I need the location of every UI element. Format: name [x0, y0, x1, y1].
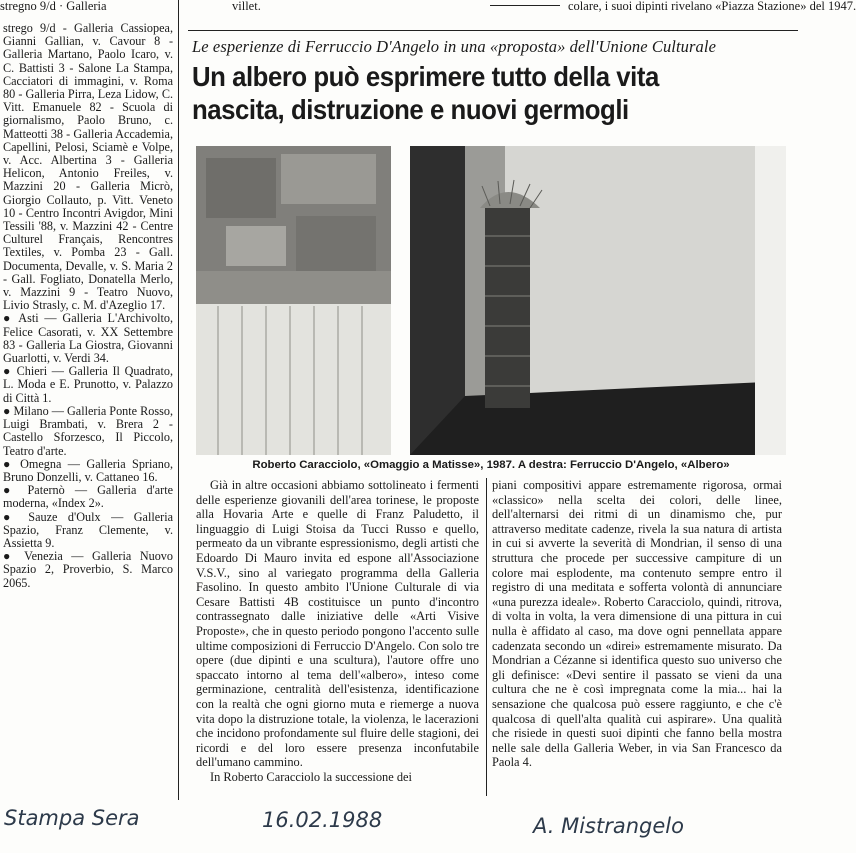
- listing-asti: ● Asti — Galleria L'Archivolto, Felice Casorati, v. XX Settembre 83 - Galleria La Giostra, Giovanni Guarlotti, v. Verdi 34.: [3, 311, 173, 366]
- column-divider-left: [178, 0, 179, 800]
- photo-omaggio-a-matisse: [196, 146, 391, 455]
- top-right-fragment: colare, i suoi dipinti rivelano «Piazza Stazione» del 1947.: [568, 0, 856, 13]
- article-top-rule: [188, 30, 798, 31]
- listing-torino: strego 9/d - Galleria Cassiopea, Gianni Gallian, v. Cavour 8 - Galleria Martano, Paolo Icaro, v. C. Battisti 3 - Salone La Stampa, Cacciatori di immagini, v. Roma 80 - Galleria Pirra, Leza Lidow, C. Vitt. Emanuele 82 - Scuola di giornalismo, Paolo Bruno, c. Matteotti 38 - Galleria Accademia, Capellini, Pelosi, Sciamè e Volpe, v. Acc. Albertina 3 - Galleria Helicon, Antonio Freiles, v. Mazzini 20 - Galleria Micrò, Giorgio Collauto, p. Vitt. Veneto 10 - Centro Incontri Avigdor, Mini Tessili '88, v. Mazzini 42 - Centre Culturel Français, Rencontres Textiles, v. Pomba 23 - Gall. Documenta, Devalle, v. S. Maria 2 - Gall. Fogliato, Donatella Merlo, v. Mazzini 9 - Teatro Nuovo, Livio Strasly, c. M. d'Azeglio 17.: [3, 21, 173, 313]
- exhibitions-listing: [3, 22, 173, 590]
- matisse-painting-image: [196, 146, 391, 455]
- listing-paterno: ● Paternò — Galleria d'arte moderna, «Index 2».: [3, 483, 173, 511]
- article-column-2: [492, 478, 782, 770]
- listing-venezia: ● Venezia — Galleria Nuovo Spazio 2, Proverbio, S. Marco 2065.: [3, 549, 173, 590]
- listing-chieri: ● Chieri — Galleria Il Quadrato, L. Moda e E. Prunotto, v. Palazzo di Città 1.: [3, 364, 173, 405]
- article-paragraph: piani compositivi appare estremamente rigorosa, ormai «classico» nella scelta dei colori, delle linee, dell'alternarsi dei ritmi di un dinamismo che, pur attraverso meditate cadenze, rivela la sua natura di artista in cui si avverte la severità di Mondrian, il senso di una struttura che procede per successive campiture di un colore mai esplodente, ma contenuto sempre entro il registro di una meditata e sofferta volontà di annunciare «una purezza ideale». Roberto Caracciolo, quindi, ritrova, di volta in volta, la vera dimensione di una pittura in cui nulla è affidato al caso, ma dove ogni pennellata appare cadenzata secondo un «direi» estremamente misurato. Da Mondrian a Cézanne si identifica questo suo universo che gli definisce: «Devi sentire il passato se vieni da una cultura che ne è così impregnata come la mia... hai la sensazione che qualcosa può essere raggiunto, e che c'è qualcosa di quell'alta qualità cui aspirare». Una qualità che risiede in questi suoi dipinti che fanno bella mostra nelle sale della Galleria Weber, in via San Francesco da Paola 4.: [492, 478, 782, 770]
- photo-albero-sculpture: [410, 146, 786, 455]
- headline-line-2: nascita, distruzione e nuovi germogli: [192, 94, 629, 125]
- article-paragraph: Già in altre occasioni abbiamo sottolineato i fermenti delle esperienze giovanili dell'area torinese, le proposte alla Hovaria Arte e quelle di Franz Paludetto, il linguaggio di Luigi Stoisa da Tucci Russo e quello, permeato da un vibrante espressionismo, degli artisti che Edoardo Di Mauro invita ed espone all'Associazione V.S.V., sino al variegato programma della Galleria Fasolino. In questo ambito l'Unione Culturale di via Cesare Battisti 4B costituisce un punto d'incontro contrassegnato dalle iniziative delle «Arti Visive Proposte», che in questo periodo pongono l'accento sulle ultime composizioni di Ferruccio D'Angelo. Con solo tre opere (due dipinti e una scultura), l'autore offre uno spaccato intorno al tema dell'«albero», inteso come germinazione, centralità dell'esistenza, identificazione con la realtà che ogni giorno muta e riemerge a nuova vita dopo la distruzione totale, la violenza, le lacerazioni che incidono profondamente sul fluire delle stagioni, dei ricordi e del loro essere presenza inconfutabile dell'umano cammino.: [196, 478, 479, 770]
- headline-line-1: Un albero può esprimere tutto della vita: [192, 61, 659, 92]
- handwritten-paper-name: Stampa Sera: [4, 806, 140, 830]
- top-left-fragment: stregno 9/d · Galleria: [0, 0, 107, 13]
- listing-milano: ● Milano — Galleria Ponte Rosso, Luigi Brambati, v. Brera 2 - Castello Sforzesco, Il Piccolo, Teatro d'arte.: [3, 403, 173, 458]
- albero-sculpture-image: [410, 146, 786, 455]
- listing-omegna: ● Omegna — Galleria Spriano, Bruno Donzelli, v. Cattaneo 16.: [3, 456, 173, 484]
- article-kicker: Le esperienze di Ferruccio D'Angelo in una «proposta» dell'Unione Culturale: [192, 37, 717, 56]
- handwritten-author: A. Mistrangelo: [533, 814, 684, 838]
- article-paragraph: In Roberto Caracciolo la successione dei: [210, 769, 412, 784]
- listing-sauze: ● Sauze d'Oulx — Galleria Spazio, Franz Clemente, v. Assietta 9.: [3, 509, 173, 550]
- top-mid-fragment: villet.: [232, 0, 261, 13]
- handwritten-date: 16.02.1988: [262, 808, 383, 832]
- article-headline: [192, 60, 744, 126]
- article-column-1: [196, 478, 479, 784]
- top-rule-fragment: [490, 5, 560, 6]
- column-divider-body: [486, 478, 487, 796]
- photo-caption: Roberto Caracciolo, «Omaggio a Matisse», 1987. A destra: Ferruccio D'Angelo, «Albero»: [252, 459, 730, 471]
